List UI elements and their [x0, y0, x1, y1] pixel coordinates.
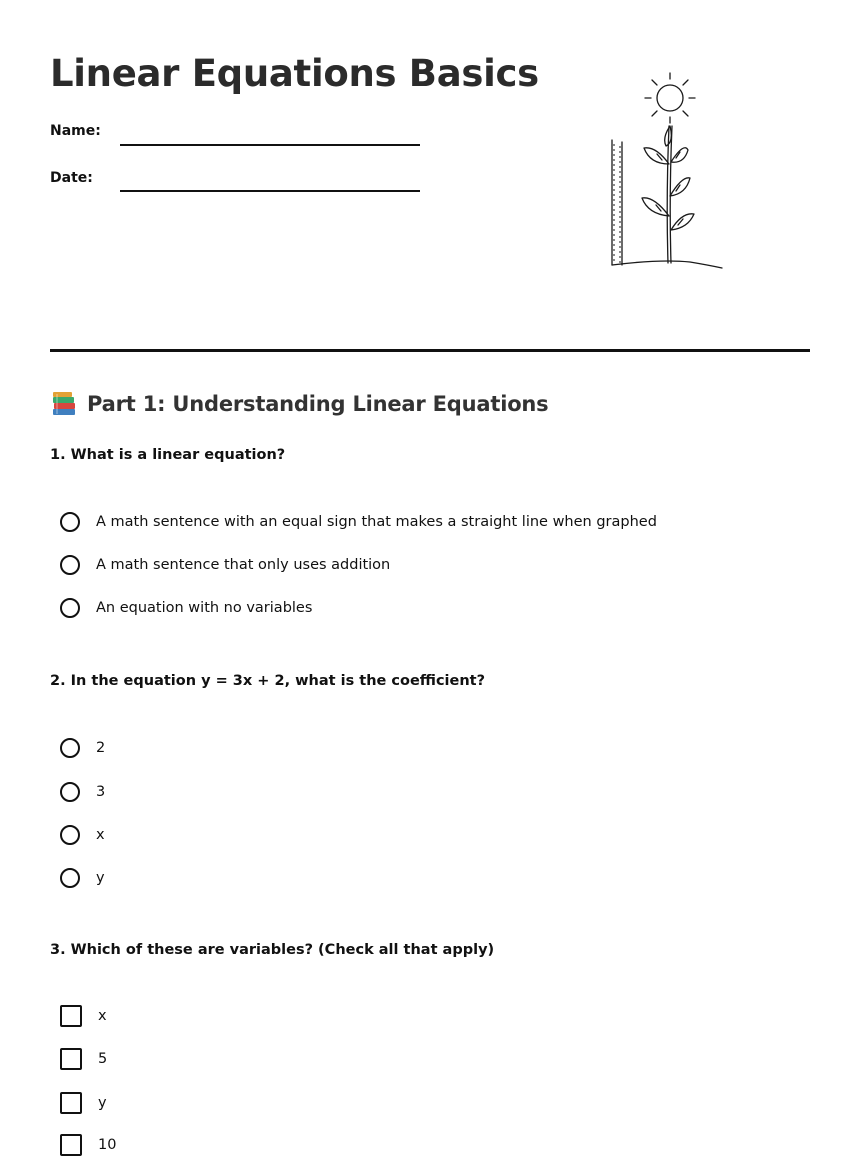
option-label: x: [96, 827, 105, 843]
q1-option-3[interactable]: [60, 596, 312, 620]
q1-option-1[interactable]: [60, 510, 657, 534]
option-label: An equation with no variables: [96, 600, 313, 616]
section-divider: [50, 349, 810, 352]
q2-option-4[interactable]: [60, 866, 105, 890]
name-label: Name:: [50, 123, 101, 139]
option-label: y: [96, 870, 105, 886]
date-field[interactable]: [120, 190, 420, 192]
option-label: 10: [98, 1137, 117, 1153]
name-field[interactable]: [120, 144, 420, 146]
q3-option-1[interactable]: [60, 1004, 107, 1028]
option-label: A math sentence that only uses addition: [96, 557, 391, 573]
option-label: A math sentence with an equal sign that makes a straight line when graphed: [96, 514, 657, 530]
radio-button[interactable]: [60, 555, 80, 575]
q3-option-2[interactable]: [60, 1047, 107, 1071]
page-title: Linear Equations Basics: [50, 52, 539, 95]
q2-option-2[interactable]: [60, 780, 105, 804]
question-2: 2. In the equation y = 3x + 2, what is the coefficient?: [50, 673, 486, 689]
q1-option-2[interactable]: [60, 553, 390, 577]
checkbox[interactable]: [60, 1134, 82, 1156]
checkbox[interactable]: [60, 1005, 82, 1027]
books-icon: [50, 390, 78, 418]
option-label: 2: [96, 740, 106, 756]
radio-button[interactable]: [60, 598, 80, 618]
section-title: Part 1: Understanding Linear Equations: [87, 392, 549, 416]
radio-button[interactable]: [60, 825, 80, 845]
checkbox[interactable]: [60, 1048, 82, 1070]
option-label: x: [98, 1008, 107, 1024]
plant-illustration-icon: [600, 68, 730, 273]
q3-option-4[interactable]: [60, 1133, 116, 1157]
q2-option-3[interactable]: [60, 823, 105, 847]
question-3: 3. Which of these are variables? (Check all that apply): [50, 942, 495, 958]
radio-button[interactable]: [60, 782, 80, 802]
radio-button[interactable]: [60, 868, 80, 888]
option-label: 3: [96, 784, 106, 800]
date-label: Date:: [50, 170, 93, 186]
question-1: 1. What is a linear equation?: [50, 447, 286, 463]
checkbox[interactable]: [60, 1092, 82, 1114]
option-label: 5: [98, 1051, 108, 1067]
part1-heading: [50, 388, 548, 420]
q2-option-1[interactable]: [60, 736, 105, 760]
radio-button[interactable]: [60, 738, 80, 758]
q3-option-3[interactable]: [60, 1091, 107, 1115]
option-label: y: [98, 1095, 107, 1111]
radio-button[interactable]: [60, 512, 80, 532]
